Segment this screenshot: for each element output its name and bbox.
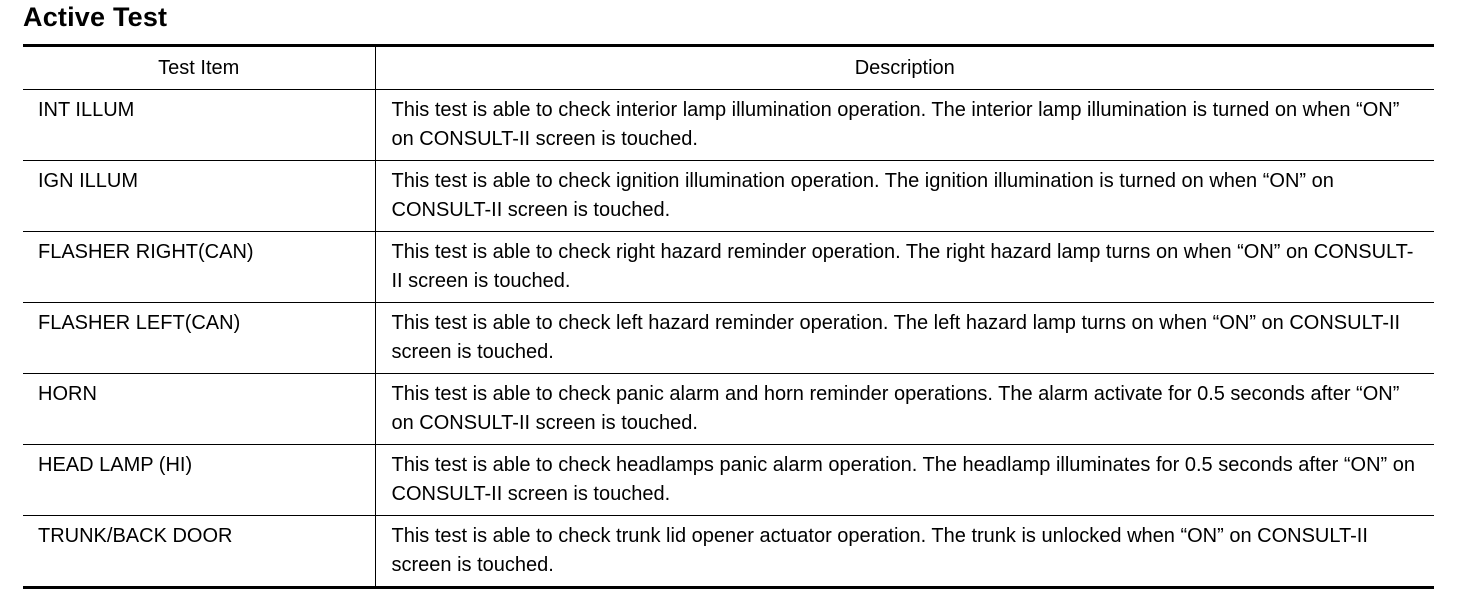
table-row	[23, 90, 1434, 161]
test-item-cell: FLASHER LEFT(CAN)	[23, 303, 375, 374]
table-row	[23, 516, 1434, 588]
test-item-cell: INT ILLUM	[23, 90, 375, 161]
column-header-description: Description	[375, 46, 1434, 90]
table-row	[23, 161, 1434, 232]
table-row	[23, 303, 1434, 374]
description-cell: This test is able to check interior lamp illumination operation. The interior lamp illumination is turned on when “ON” on CONSULT-II screen is touched.	[375, 90, 1434, 161]
table-row	[23, 374, 1434, 445]
description-cell: This test is able to check ignition illumination operation. The ignition illumination is turned on when “ON” on CONSULT-II screen is touched.	[375, 161, 1434, 232]
test-item-cell: HORN	[23, 374, 375, 445]
test-item-cell: TRUNK/BACK DOOR	[23, 516, 375, 588]
table-row	[23, 232, 1434, 303]
test-item-cell: FLASHER RIGHT(CAN)	[23, 232, 375, 303]
table-header-row	[23, 46, 1434, 90]
description-cell: This test is able to check trunk lid opener actuator operation. The trunk is unlocked when “ON” on CONSULT-II screen is touched.	[391, 525, 1368, 576]
description-cell: This test is able to check headlamps panic alarm operation. The headlamp illuminates for 0.5 seconds after “ON” on CONSULT-II screen is touched.	[375, 445, 1434, 516]
test-item-cell: IGN ILLUM	[23, 161, 375, 232]
description-cell: This test is able to check left hazard reminder operation. The left hazard lamp turns on when “ON” on CONSULT-II screen is touched.	[375, 303, 1434, 374]
column-header-test-item: Test Item	[23, 46, 375, 90]
section-title: Active Test	[23, 2, 168, 32]
table-row	[23, 445, 1434, 516]
description-cell: This test is able to check right hazard reminder operation. The right hazard lamp turns on when “ON” on CONSULT-II screen is touched.	[375, 232, 1434, 303]
active-test-table	[23, 44, 1434, 589]
test-item-cell: HEAD LAMP (HI)	[23, 445, 375, 516]
description-cell: This test is able to check panic alarm and horn reminder operations. The alarm activate for 0.5 seconds after “ON” on CONSULT-II screen is touched.	[375, 374, 1434, 445]
